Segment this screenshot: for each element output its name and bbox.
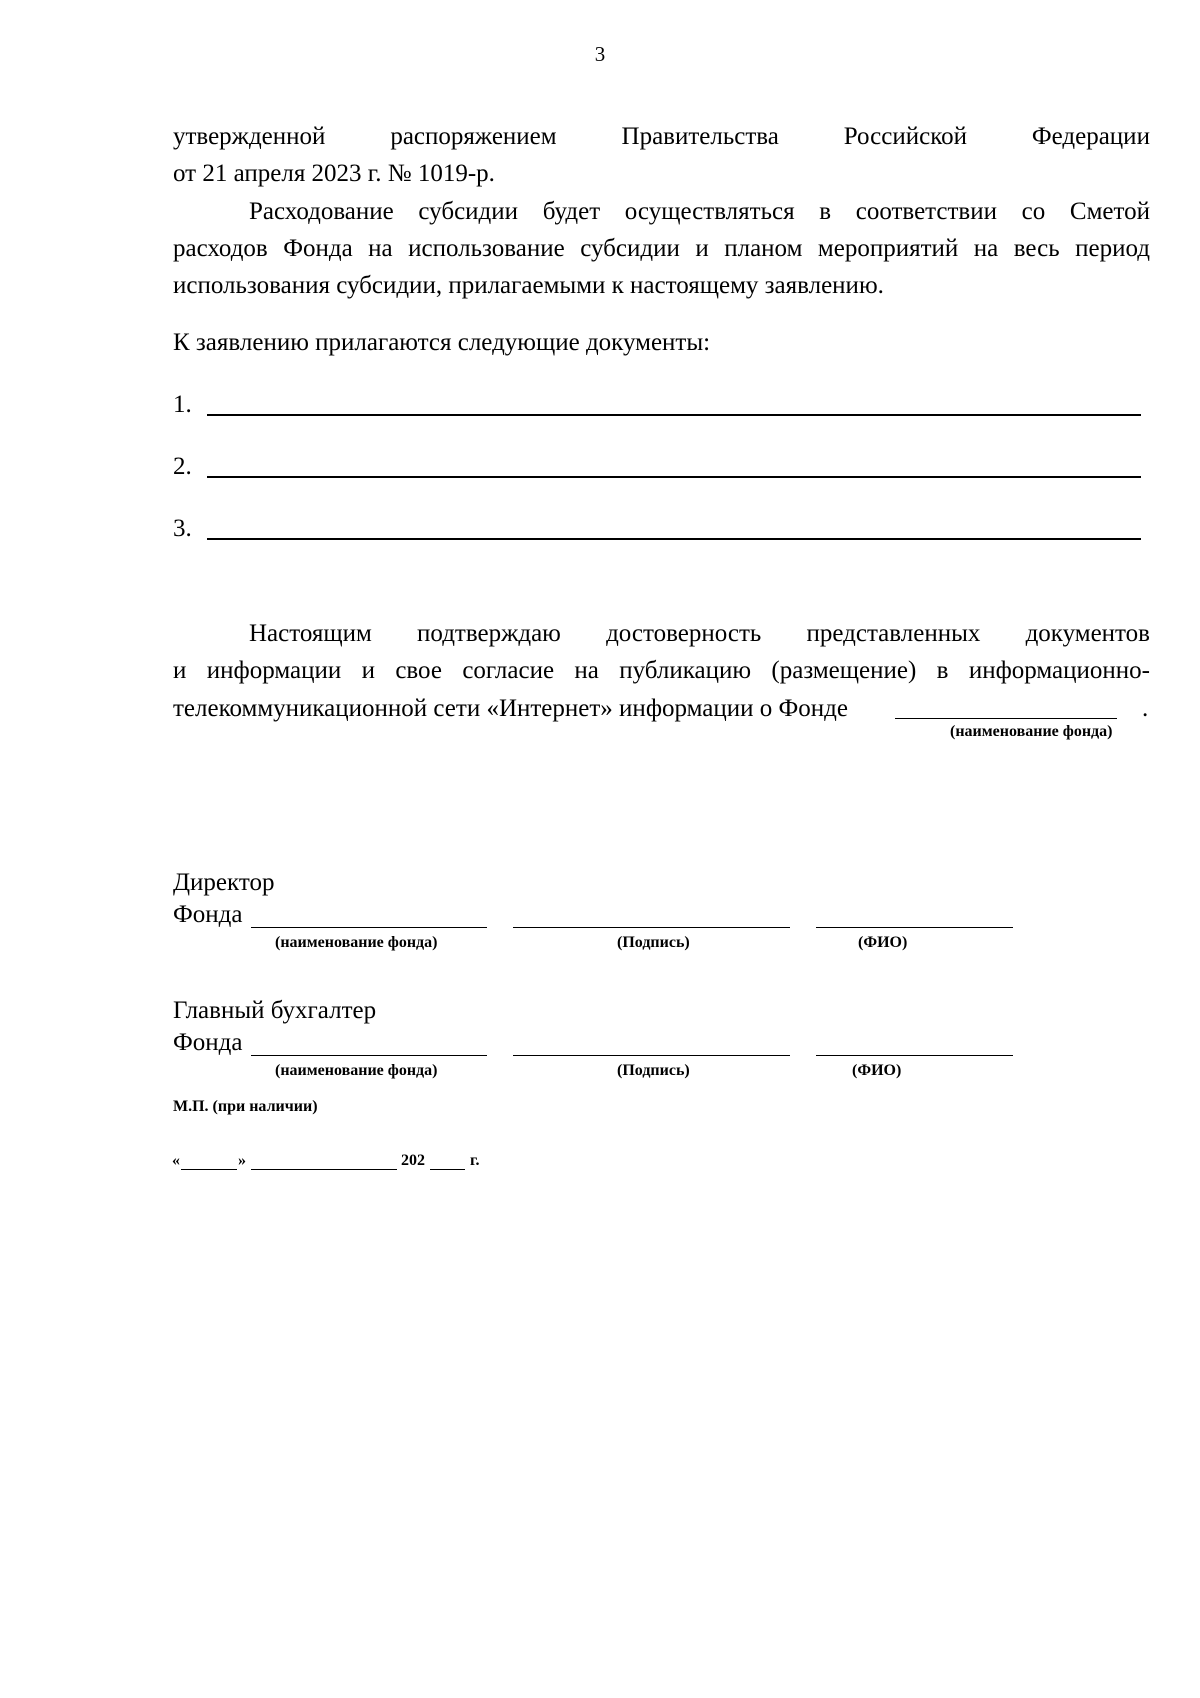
accountant-fund-label: Фонда	[173, 1029, 243, 1056]
word: распоряжением	[390, 123, 557, 150]
accountant-signature-caption: (Подпись)	[617, 1062, 690, 1079]
word: Федерации	[1031, 123, 1150, 150]
attachments-heading: К заявлению прилагаются следующие документы:	[173, 329, 711, 356]
word: Правительства	[621, 123, 779, 150]
director-fio-caption: (ФИО)	[858, 934, 908, 951]
confirmation-line-3: телекоммуникационной сети «Интернет» информации о Фонде	[173, 695, 848, 722]
director-fund-label: Фонда	[173, 901, 243, 928]
director-fund-name-caption: (наименование фонда)	[275, 934, 438, 951]
word: представленных	[806, 620, 981, 647]
director-signature-field[interactable]	[513, 927, 790, 928]
date-year-suffix: г.	[470, 1152, 480, 1169]
date-month-field[interactable]	[251, 1169, 397, 1170]
word: подтверждаю	[417, 620, 561, 647]
stamp-note: М.П. (при наличии)	[173, 1098, 318, 1115]
accountant-fio-caption: (ФИО)	[852, 1062, 902, 1079]
paragraph-2-line-2: расходов Фонда на использование субсидии и планом мероприятий на весь период	[173, 235, 1150, 262]
director-fio-field[interactable]	[816, 927, 1013, 928]
word: Настоящим	[249, 620, 372, 647]
director-title: Директор	[173, 869, 275, 896]
paragraph-1-line-2: от 21 апреля 2023 г. № 1019-р.	[173, 160, 495, 187]
confirmation-line-2: и информации и свое согласие на публикацию (размещение) в информационно-	[173, 657, 1150, 684]
date-open-quote: «	[172, 1152, 180, 1169]
paragraph-2-line-1: Расходование субсидии будет осуществляться в соответствии со Сметой	[249, 198, 1150, 225]
date-year-prefix: 202	[401, 1152, 425, 1169]
attachment-number-1: 1.	[173, 391, 192, 418]
page-number: 3	[594, 42, 606, 66]
paragraph-1-line-1	[173, 118, 1150, 155]
director-fund-name-field[interactable]	[251, 927, 487, 928]
fund-name-caption: (наименование фонда)	[950, 723, 1113, 740]
attachment-field-3[interactable]	[207, 538, 1141, 540]
attachment-number-2: 2.	[173, 453, 192, 480]
word: документов	[1025, 620, 1150, 647]
word: Российской	[843, 123, 967, 150]
date-close-quote: »	[238, 1152, 246, 1169]
attachment-field-2[interactable]	[207, 476, 1141, 478]
date-day-field[interactable]	[181, 1169, 237, 1170]
accountant-title: Главный бухгалтер	[173, 997, 377, 1024]
period: .	[1142, 695, 1149, 722]
director-signature-caption: (Подпись)	[617, 934, 690, 951]
accountant-fund-name-field[interactable]	[251, 1055, 487, 1056]
accountant-fio-field[interactable]	[816, 1055, 1013, 1056]
accountant-signature-field[interactable]	[513, 1055, 790, 1056]
paragraph-2-line-3: использования субсидии, прилагаемыми к настоящему заявлению.	[173, 272, 884, 299]
word: достоверность	[606, 620, 762, 647]
date-year-field[interactable]	[430, 1169, 465, 1170]
attachment-field-1[interactable]	[207, 414, 1141, 416]
word: утвержденной	[173, 123, 326, 150]
attachment-number-3: 3.	[173, 515, 192, 542]
confirmation-line-1	[249, 615, 1150, 652]
accountant-fund-name-caption: (наименование фонда)	[275, 1062, 438, 1079]
fund-name-field[interactable]	[895, 718, 1117, 719]
